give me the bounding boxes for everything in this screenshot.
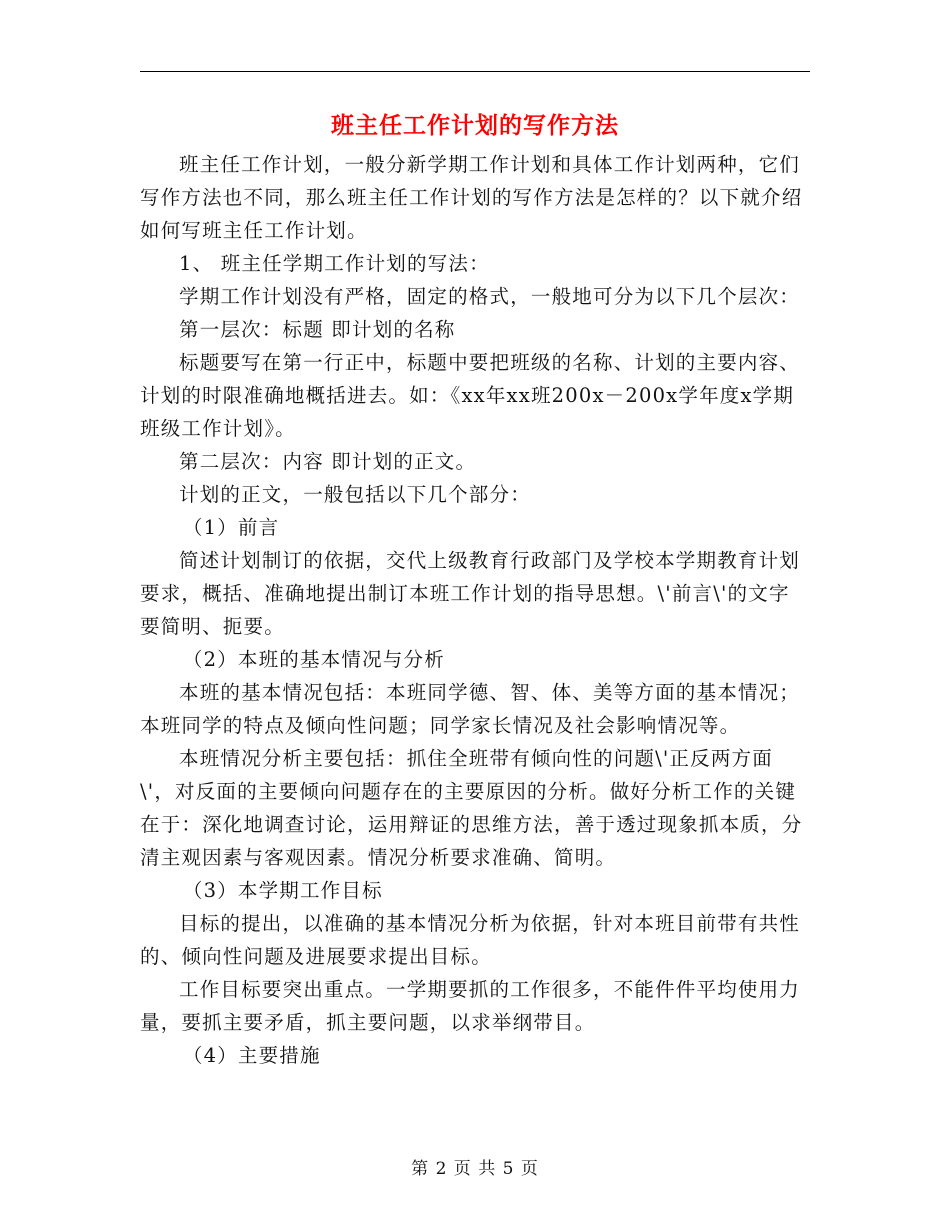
paragraph-intro: 班主任工作计划，一般分新学期工作计划和具体工作计划两种，它们写作方法也不同，那么班主任工作计划的写作方法是怎样的？以下就介绍 如何写班主任工作计划。	[140, 153, 803, 242]
paragraph: 本班的基本情况包括：本班同学德、智、体、美等方面的基本情况；本班同学的特点及倾向性问题；同学家长情况及社会影响情况等。	[140, 681, 801, 737]
paragraph: 标题要写在第一行正中，标题中要把班级的名称、计划的主要内容、计划的时限准确地概括进去。如：《xx年xx班200x－200x学年度x学期班级工作计划》。	[140, 351, 801, 440]
paragraph: 简述计划制订的依据，交代上级教育行政部门及学校本学期教育计划要求，概括、准确地提出制订本班工作计划的指导思想。\'前言\'的文字要简明、扼要。	[140, 549, 801, 638]
document-title: 班主任工作计划的写作方法	[331, 112, 619, 139]
paragraph: 计划的正文，一般包括以下几个部分：	[179, 483, 531, 506]
paragraph: 工作目标要突出重点。一学期要抓的工作很多，不能件件平均使用力量，要抓主要矛盾，抓主要问题，以求举纲带目。	[140, 978, 801, 1034]
page-number: 第 2 页 共 5 页	[411, 1159, 539, 1179]
header-rule	[140, 71, 810, 72]
document-body	[140, 148, 805, 1072]
section-heading-1: 1、 班主任学期工作计划的写法：	[179, 252, 490, 275]
paragraph: 学期工作计划没有严格，固定的格式，一般地可分为以下几个层次：	[179, 285, 801, 308]
paragraph: 本班情况分析主要包括：抓住全班带有倾向性的问题\'正反两方面\'，对反面的主要倾向问题存在的主要原因的分析。做好分析工作的关键在于：深化地调查讨论，运用辩证的思维方法，善于透过现象抓本质，分清主观因素与客观因素。情况分析要求准确、简明。	[140, 747, 803, 869]
subheading-preface: （1）前言	[182, 516, 280, 539]
subheading-goals: （3）本学期工作目标	[182, 879, 383, 902]
subheading-class-situation: （2）本班的基本情况与分析	[182, 648, 445, 671]
subheading-measures: （4）主要措施	[182, 1044, 321, 1067]
level-heading-2: 第二层次：内容 即计划的正文。	[179, 450, 477, 473]
paragraph: 目标的提出，以准确的基本情况分析为依据，针对本班目前带有共性的、倾向性问题及进展要求提出目标。	[140, 912, 801, 968]
level-heading-1: 第一层次：标题 即计划的名称	[179, 318, 456, 341]
